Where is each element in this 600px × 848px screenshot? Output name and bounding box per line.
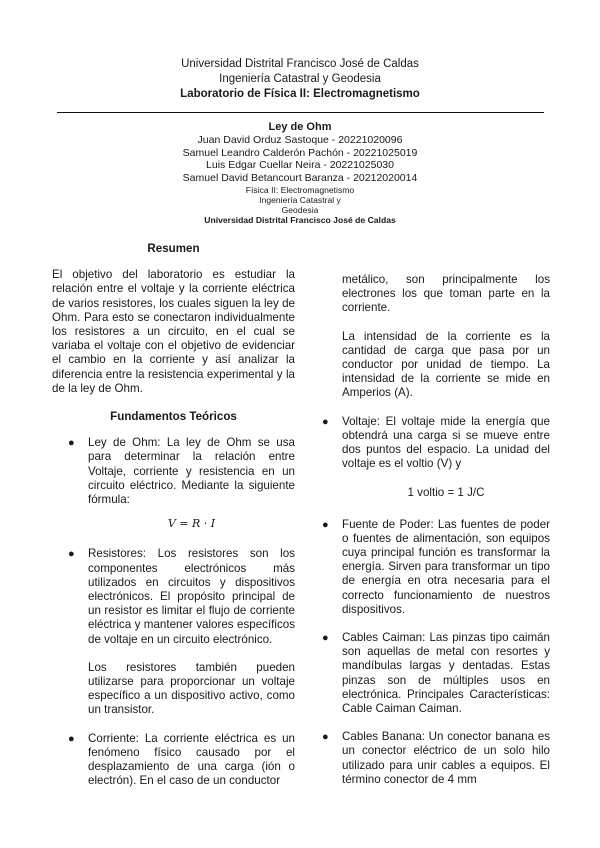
bullet-text: Fuente de Poder: Las fuentes de poder o fuentes de alimentación, son equipos cuya principal función es transformar la energía. Sirven para transformar un tipo de energía en otra necesaria para el correcto funcionamiento de nuestros dispositivos. [342, 517, 550, 616]
header-university: Universidad Distrital Francisco José de Caldas [181, 58, 419, 70]
section-heading-fundamentos: Fundamentos Teóricos [110, 410, 237, 424]
bullet-cables-caiman [322, 631, 550, 716]
bullet-cables-banana [322, 730, 550, 787]
formula-ohm: V = R · I [167, 517, 216, 531]
bullet-icon: ● [322, 731, 329, 744]
author-1: Juan David Orduz Sastoque - 20221020096 [197, 134, 403, 146]
left-column [52, 242, 295, 789]
header-lab: Laboratorio de Física II: Electromagnetismo [180, 88, 420, 100]
affiliation-3: Geodesia [281, 205, 319, 215]
bullet-text: Cables Banana: Un conector banana es un conector eléctrico de un solo hilo utilizado para unir cables a equipos. El término conector de 4 mm [342, 730, 550, 786]
bullet-icon: ● [68, 437, 75, 450]
header-program: Ingeniería Catastral y Geodesia [219, 73, 381, 85]
header-rule [57, 112, 544, 113]
paper-title: Ley de Ohm [268, 121, 332, 133]
bullet-corriente [68, 732, 295, 789]
corriente-continued [322, 273, 550, 401]
abstract-text: El objetivo del laboratorio es estudiar la relación entre el voltaje y la corriente eléctrica de varios resistores, los cuales siguen la ley de Ohm. Para esto se conectaron individualmente los resistores a un circuito, en el cual se variaba el voltaje con el objetivo de evidenciar el cambio en la corriente y así analizar la diferencia entre la resistencia experimental y la de la ley de Ohm. [52, 268, 295, 395]
bullet-text-extra: Los resistores también pueden utilizarse para proporcionar un voltaje específico a un dispositivo activo, como un transistor. [88, 660, 295, 717]
author-4: Samuel David Betancourt Baranza - 20212020014 [182, 171, 418, 184]
bullet-icon: ● [322, 518, 329, 531]
author-2: Samuel Leandro Calderón Pachón - 20221025019 [182, 146, 418, 159]
continued-text: metálico, son principalmente los electrones los que toman parte en la corriente. [342, 273, 550, 315]
affiliation-1: Física II: Electromagnetismo [245, 185, 355, 195]
bullet-fuente-poder [322, 518, 550, 617]
bullet-icon: ● [322, 415, 329, 428]
bullet-resistores [68, 547, 295, 717]
bullet-icon: ● [68, 732, 75, 745]
author-3: Luis Edgar Cuellar Neira - 20221025030 [206, 159, 394, 171]
bullet-voltaje [322, 415, 550, 501]
affiliation-university: Universidad Distrital Francisco José de Caldas [204, 215, 396, 225]
bullet-text: Ley de Ohm: La ley de Ohm se usa para determinar la relación entre Voltaje, corriente y resistencia en un circuito eléctrico. Mediante la siguiente fórmula: [88, 436, 295, 507]
right-column [322, 273, 550, 787]
bullet-text: Corriente: La corriente eléctrica es un fenómeno físico causado por el desplazamiento de una carga (ión o electrón). En el caso de un conductor [88, 731, 295, 788]
formula-voltio: 1 voltio = 1 J/C [407, 486, 485, 500]
intensidad-text: La intensidad de la corriente es la cantidad de carga que pasa por un conductor por unidad de tiempo. La intensidad de la corriente se mide en Amperios (A). [342, 329, 550, 400]
affiliation-2: Ingeniería Catastral y [259, 195, 341, 205]
bullet-icon: ● [322, 632, 329, 645]
section-heading-resumen: Resumen [147, 242, 200, 255]
bullet-text: Cables Caiman: Las pinzas tipo caimán son aquellas de metal con resortes y mandíbulas largas y dentadas. Estas pinzas son de múltiples usos en electrónica. Principales Características: Cable Caiman Caiman. [342, 631, 550, 716]
bullet-ley-ohm [68, 436, 295, 531]
bullet-text: Resistores: Los resistores son los componentes electrónicos más utilizados en circuitos y dispositivos electrónicos. El propósito principal de un resistor es limitar el flujo de corriente eléctrica y mantener valores específicos de voltaje en un circuito electrónico. [88, 547, 295, 646]
title-block [0, 121, 600, 225]
bullet-icon: ● [68, 548, 75, 561]
bullet-text: Voltaje: El voltaje mide la energía que obtendrá una carga si se mueve entre dos puntos del espacio. La unidad del voltaje es el voltio (V) y [342, 414, 550, 471]
